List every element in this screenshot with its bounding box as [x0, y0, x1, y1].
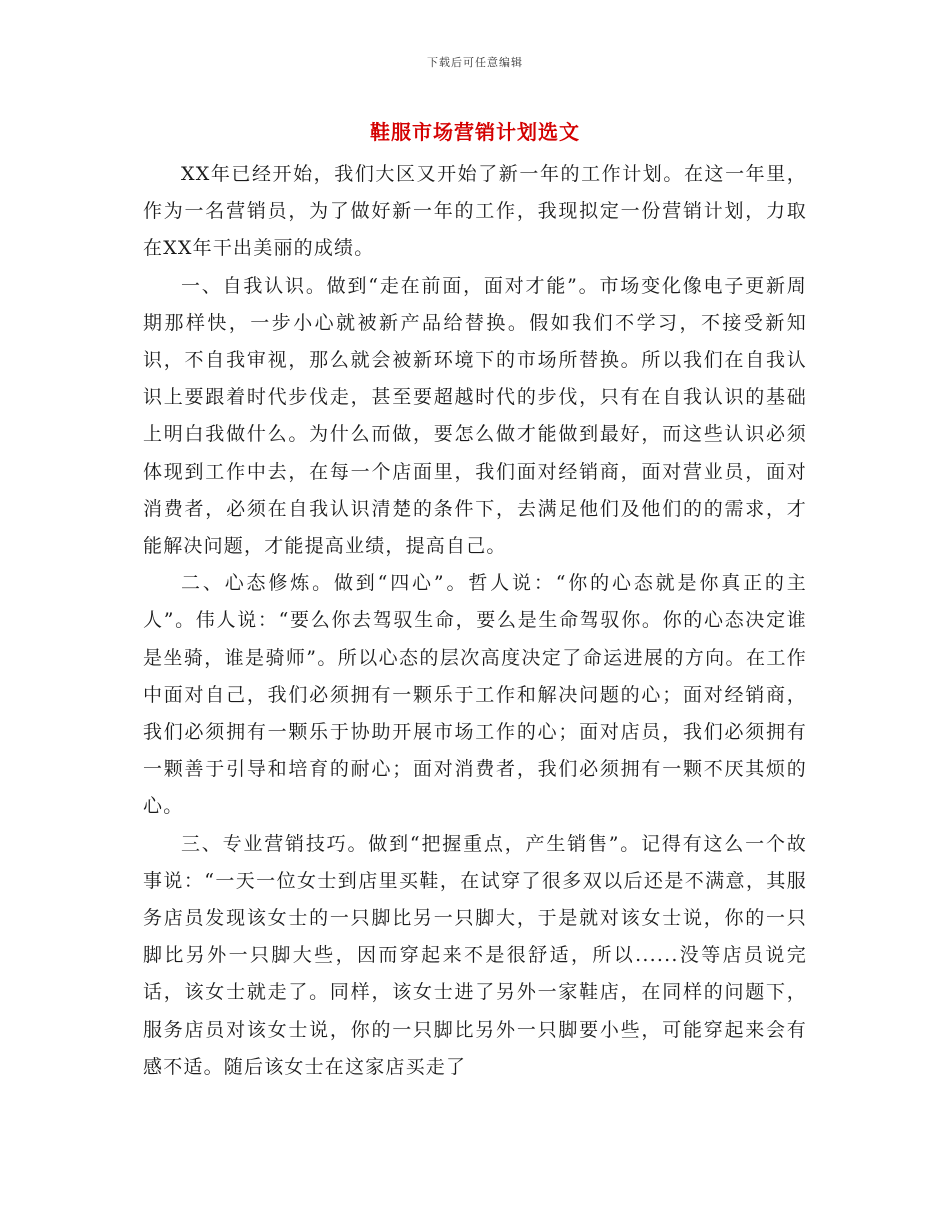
header-note: 下载后可任意编辑 [427, 56, 523, 69]
paragraph-self-awareness: 一、自我认识。做到“走在前面，面对才能”。市场变化像电子更新周期那样快，一步小心就被新产品给替换。假如我们不学习，不接受新知识，不自我审视，那么就会被新环境下的市场所替换。所以我们在自我认识上要跟着时代步伐走，甚至要超越时代的步伐，只有在自我认识的基础上明白我做什么。为什么而做，要怎么做才能做到最好，而这些认识必须体现到工作中去，在每一个店面里，我们面对经销商，面对营业员，面对消费者，必须在自我认识清楚的条件下，去满足他们及他们的的需求，才能解决问题，才能提高业绩，提高自己。 [143, 274, 807, 558]
document-title: 鞋服市场营销计划选文 [370, 120, 580, 144]
document-body [143, 156, 807, 1086]
paragraph-intro: XX年已经开始，我们大区又开始了新一年的工作计划。在这一年里，作为一名营销员，为了做好新一年的工作，我现拟定一份营销计划，力取在XX年干出美丽的成绩。 [143, 163, 807, 260]
paragraph-sales-skills: 三、专业营销技巧。做到“把握重点，产生销售”。记得有这么一个故事说：“一天一位女士到店里买鞋，在试穿了很多双以后还是不满意，其服务店员发现该女士的一只脚比另一只脚大，于是就对该女士说，你的一只脚比另外一只脚大些，因而穿起来不是很舒适，所以......没等店员说完话，该女士就走了。同样，该女士进了另外一家鞋店，在同样的问题下，服务店员对该女士说，你的一只脚比另外一只脚要小些，可能穿起来会有感不适。随后该女士在这家店买走了 [143, 832, 807, 1078]
paragraph-mindset: 二、心态修炼。做到“四心”。哲人说：“你的心态就是你真正的主人”。伟人说：“要么你去驾驭生命，要么是生命驾驭你。你的心态决定谁是坐骑，谁是骑师”。所以心态的层次高度决定了命运进展的方向。在工作中面对自己，我们必须拥有一颗乐于工作和解决问题的心；面对经销商，我们必须拥有一颗乐于协助开展市场工作的心；面对店员，我们必须拥有一颗善于引导和培育的耐心；面对消费者，我们必须拥有一颗不厌其烦的心。 [143, 572, 807, 818]
